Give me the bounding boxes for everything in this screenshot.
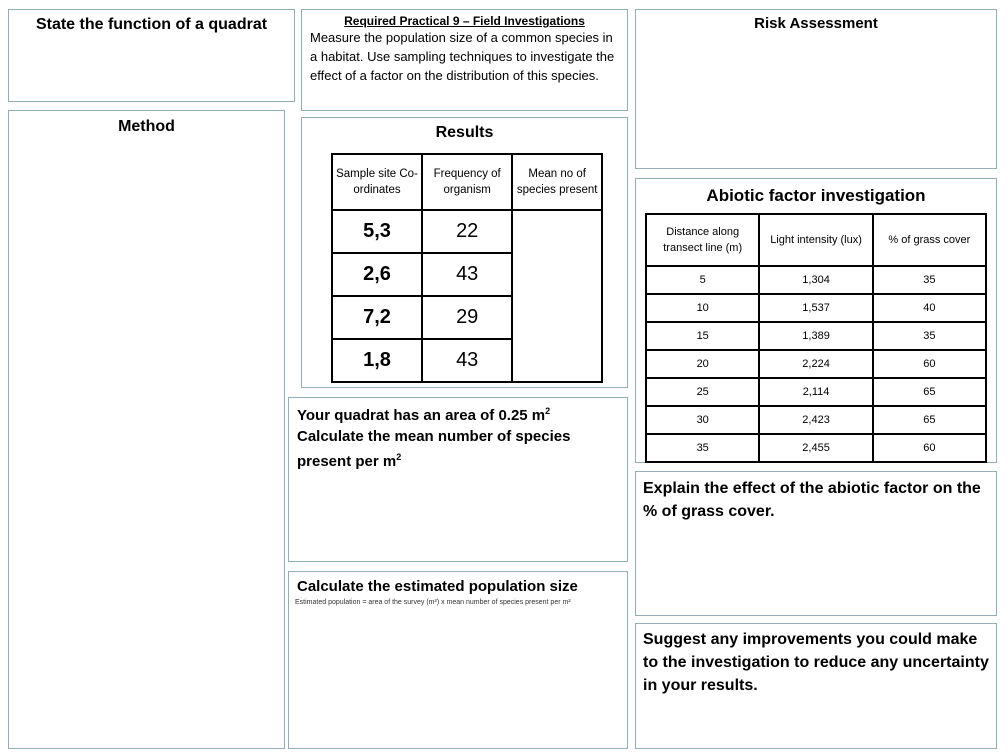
grass-cell: 35 xyxy=(873,266,986,294)
abiotic-box xyxy=(635,178,997,463)
risk-assessment-box xyxy=(635,9,997,169)
table-row xyxy=(646,434,986,462)
mean-answer-cell[interactable] xyxy=(512,210,602,382)
results-table xyxy=(331,153,603,383)
table-row xyxy=(646,322,986,350)
practical-box xyxy=(301,9,628,111)
light-cell: 2,114 xyxy=(759,378,872,406)
light-cell: 2,423 xyxy=(759,406,872,434)
abiotic-header-distance: Distance along transect line (m) xyxy=(646,214,759,266)
quadrat-function-box xyxy=(8,9,295,102)
abiotic-header-grass: % of grass cover xyxy=(873,214,986,266)
grass-cell: 35 xyxy=(873,322,986,350)
light-cell: 2,455 xyxy=(759,434,872,462)
grass-cell: 60 xyxy=(873,350,986,378)
frequency-cell: 43 xyxy=(422,253,512,296)
frequency-cell: 43 xyxy=(422,339,512,382)
distance-cell: 10 xyxy=(646,294,759,322)
method-box xyxy=(8,110,285,749)
frequency-cell: 22 xyxy=(422,210,512,253)
distance-cell: 35 xyxy=(646,434,759,462)
results-header-row xyxy=(332,154,602,210)
table-row xyxy=(332,210,602,253)
practical-description: Measure the population size of a common species in a habitat. Use sampling techniques to investigate the effect of a factor on the distribution of this species. xyxy=(310,30,615,83)
mean-per-m2-question xyxy=(289,398,627,475)
risk-assessment-title: Risk Assessment xyxy=(754,15,878,32)
grass-cell: 40 xyxy=(873,294,986,322)
abiotic-header-light: Light intensity (lux) xyxy=(759,214,872,266)
table-row xyxy=(646,350,986,378)
population-title: Calculate the estimated population size xyxy=(297,578,578,595)
quadrat-function-title: State the function of a quadrat xyxy=(35,16,268,33)
distance-cell: 30 xyxy=(646,406,759,434)
abiotic-table xyxy=(645,213,987,463)
improvements-box xyxy=(635,623,997,749)
site-cell: 2,6 xyxy=(332,253,422,296)
frequency-cell: 29 xyxy=(422,296,512,339)
light-cell: 1,304 xyxy=(759,266,872,294)
practical-title: Required Practical 9 – Field Investigations xyxy=(344,14,585,28)
mean-calc-line: Calculate the mean number of species present per $m^2$ xyxy=(297,428,571,470)
site-cell: 1,8 xyxy=(332,339,422,382)
explain-box xyxy=(635,471,997,616)
light-cell: 2,224 xyxy=(759,350,872,378)
distance-cell: 5 xyxy=(646,266,759,294)
table-row xyxy=(646,378,986,406)
table-row xyxy=(646,266,986,294)
site-cell: 7,2 xyxy=(332,296,422,339)
population-formula: Estimated population = area of the survey (m²) x mean number of species present per m² xyxy=(295,599,571,606)
grass-cell: 60 xyxy=(873,434,986,462)
improvements-question: Suggest any improvements you could make to the investigation to reduce any uncertainty in your results. xyxy=(643,631,989,694)
method-title: Method xyxy=(118,118,175,135)
results-header-site: Sample site Co-ordinates xyxy=(332,154,422,210)
grass-cell: 65 xyxy=(873,378,986,406)
results-title: Results xyxy=(435,124,494,141)
light-cell: 1,389 xyxy=(759,322,872,350)
distance-cell: 15 xyxy=(646,322,759,350)
grass-cell: 65 xyxy=(873,406,986,434)
results-header-mean: Mean no of species present xyxy=(512,154,602,210)
results-box xyxy=(301,117,628,388)
light-cell: 1,537 xyxy=(759,294,872,322)
mean-per-m2-box xyxy=(288,397,628,562)
distance-cell: 25 xyxy=(646,378,759,406)
distance-cell: 20 xyxy=(646,350,759,378)
quadrat-area-line: Your quadrat has an area of 0.25 $m^2$ xyxy=(297,406,551,424)
population-box xyxy=(288,571,628,749)
site-cell: 5,3 xyxy=(332,210,422,253)
abiotic-title: Abiotic factor investigation xyxy=(706,186,926,205)
results-header-frequency: Frequency of organism xyxy=(422,154,512,210)
explain-question: Explain the effect of the abiotic factor on the % of grass cover. xyxy=(643,480,981,520)
table-row xyxy=(646,294,986,322)
table-row xyxy=(646,406,986,434)
abiotic-header-row xyxy=(646,214,986,266)
